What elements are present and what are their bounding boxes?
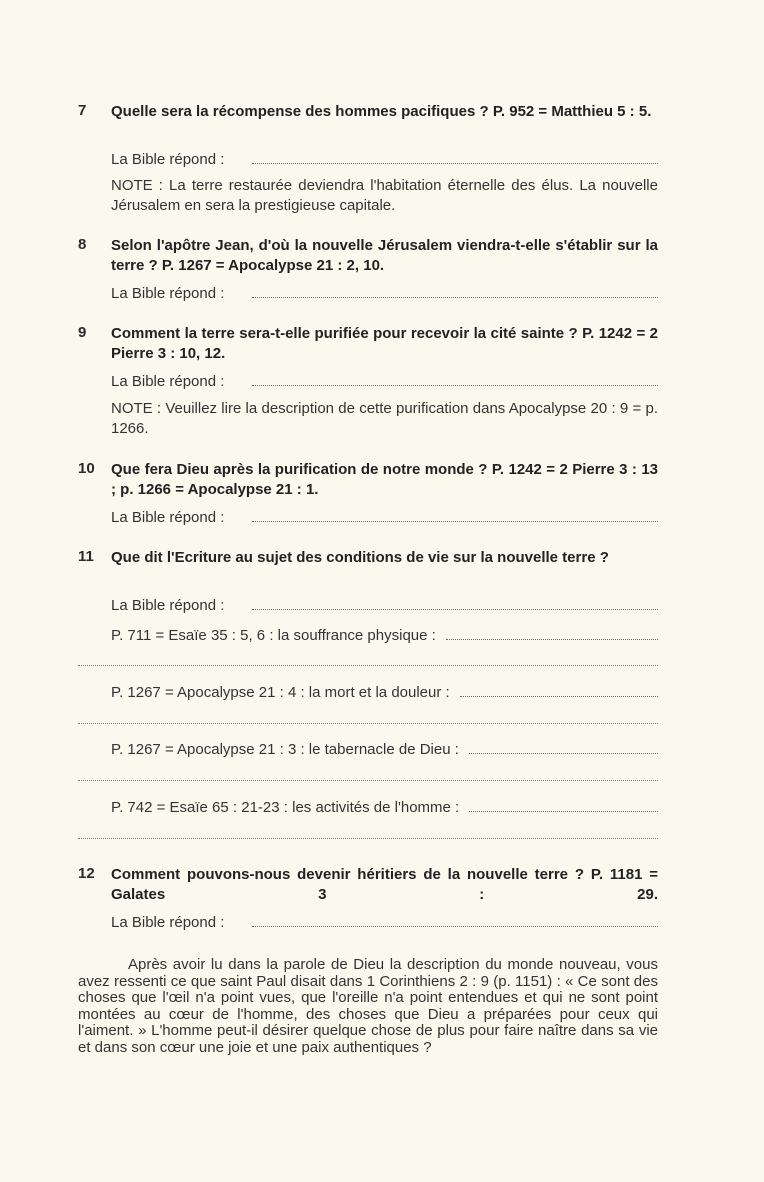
closing-paragraph-text: Après avoir lu dans la parole de Dieu la description du monde nouveau, vous avez ressenti ce que saint Paul disait dans 1 Corinthiens 2 : 9 (p. 1151) : « Ce sont des choses que l'œil n'a point vues, que l'oreille n'a point entendues et qui ne sont point montées au cœur de l'homme, des choses que Dieu a préparées pour ceux qui l'aiment. » L'homme peut-il désirer quelque chose de plus pour faire naître dans sa vie et dans son cœur une joie et une paix authentiques ?: [78, 956, 658, 1056]
question-text: Que fera Dieu après la purification de notre monde ? P. 1242 = 2 Pierre 3 : 13 ; p. 1266 = Apocalypse 21 : 1.: [111, 461, 658, 498]
answer-line[interactable]: [111, 282, 658, 302]
question-text: Comment la terre sera-t-elle purifiée pour recevoir la cité sainte ? P. 1242 = 2 Pierre 3 : 10, 12.: [111, 325, 658, 362]
sub-item-label: P. 1267 = Apocalypse 21 : 4 : la mort et la douleur :: [111, 684, 450, 701]
answer-dotted-line[interactable]: [469, 753, 658, 754]
answer-dotted-line[interactable]: [252, 609, 658, 610]
question-number: 9: [78, 324, 87, 341]
sub-item-line[interactable]: [111, 796, 658, 816]
sub-item-line[interactable]: [111, 681, 658, 701]
answer-dotted-line[interactable]: [252, 521, 658, 522]
answer-dotted-line-full[interactable]: [78, 838, 658, 839]
sub-item-label: P. 1267 = Apocalypse 21 : 3 : le tabernacle de Dieu :: [111, 741, 459, 758]
answer-line[interactable]: [111, 370, 658, 390]
answer-line[interactable]: [111, 148, 658, 168]
question-text: Que dit l'Ecriture au sujet des conditions de vie sur la nouvelle terre ?: [111, 549, 609, 566]
question-number: 11: [78, 548, 94, 565]
note: [78, 176, 658, 216]
sub-item-line[interactable]: [111, 624, 658, 644]
sub-item-line[interactable]: [111, 738, 658, 758]
answer-dotted-line[interactable]: [252, 297, 658, 298]
closing-paragraph: [78, 957, 658, 1056]
question-number: 8: [78, 236, 87, 253]
question-11: [78, 548, 658, 568]
answer-label: La Bible répond :: [111, 914, 225, 931]
question-number: 12: [78, 865, 95, 882]
answer-label: La Bible répond :: [111, 151, 225, 168]
answer-dotted-line-full[interactable]: [78, 780, 658, 781]
note-text: NOTE : La terre restaurée deviendra l'habitation éternelle des élus. La nouvelle Jérusalem en sera la prestigieuse capitale.: [111, 177, 658, 214]
answer-dotted-line[interactable]: [252, 926, 658, 927]
question-9: [78, 324, 658, 364]
answer-dotted-line[interactable]: [252, 163, 658, 164]
answer-dotted-line-full[interactable]: [78, 665, 658, 666]
answer-dotted-line[interactable]: [469, 811, 658, 812]
answer-label: La Bible répond :: [111, 597, 225, 614]
question-12: [78, 865, 658, 905]
answer-dotted-line[interactable]: [460, 696, 658, 697]
answer-dotted-line[interactable]: [252, 385, 658, 386]
question-text: Comment pouvons-nous devenir héritiers de la nouvelle terre ? P. 1181 = Galates 3 : 29.: [111, 866, 658, 903]
question-10: [78, 460, 658, 500]
question-text: Quelle sera la récompense des hommes pacifiques ? P. 952 = Matthieu 5 : 5.: [111, 103, 652, 120]
answer-dotted-line-full[interactable]: [78, 723, 658, 724]
sub-item-label: P. 742 = Esaïe 65 : 21-23 : les activités de l'homme :: [111, 799, 460, 816]
answer-line[interactable]: [111, 911, 658, 931]
note: [78, 399, 658, 439]
question-7: [78, 102, 658, 122]
note-text: NOTE : Veuillez lire la description de cette purification dans Apocalypse 20 : 9 = p. 1266.: [111, 400, 658, 437]
sub-item-label: P. 711 = Esaïe 35 : 5, 6 : la souffrance physique :: [111, 627, 436, 644]
answer-label: La Bible répond :: [111, 509, 225, 526]
question-number: 10: [78, 460, 95, 477]
answer-label: La Bible répond :: [111, 285, 225, 302]
answer-dotted-line[interactable]: [446, 639, 658, 640]
question-number: 7: [78, 102, 87, 119]
question-8: [78, 236, 658, 276]
question-text: Selon l'apôtre Jean, d'où la nouvelle Jérusalem viendra-t-elle s'établir sur la terre ? P. 1267 = Apocalypse 21 : 2, 10.: [111, 237, 658, 274]
answer-label: La Bible répond :: [111, 373, 225, 390]
answer-line[interactable]: [111, 594, 658, 614]
answer-line[interactable]: [111, 506, 658, 526]
